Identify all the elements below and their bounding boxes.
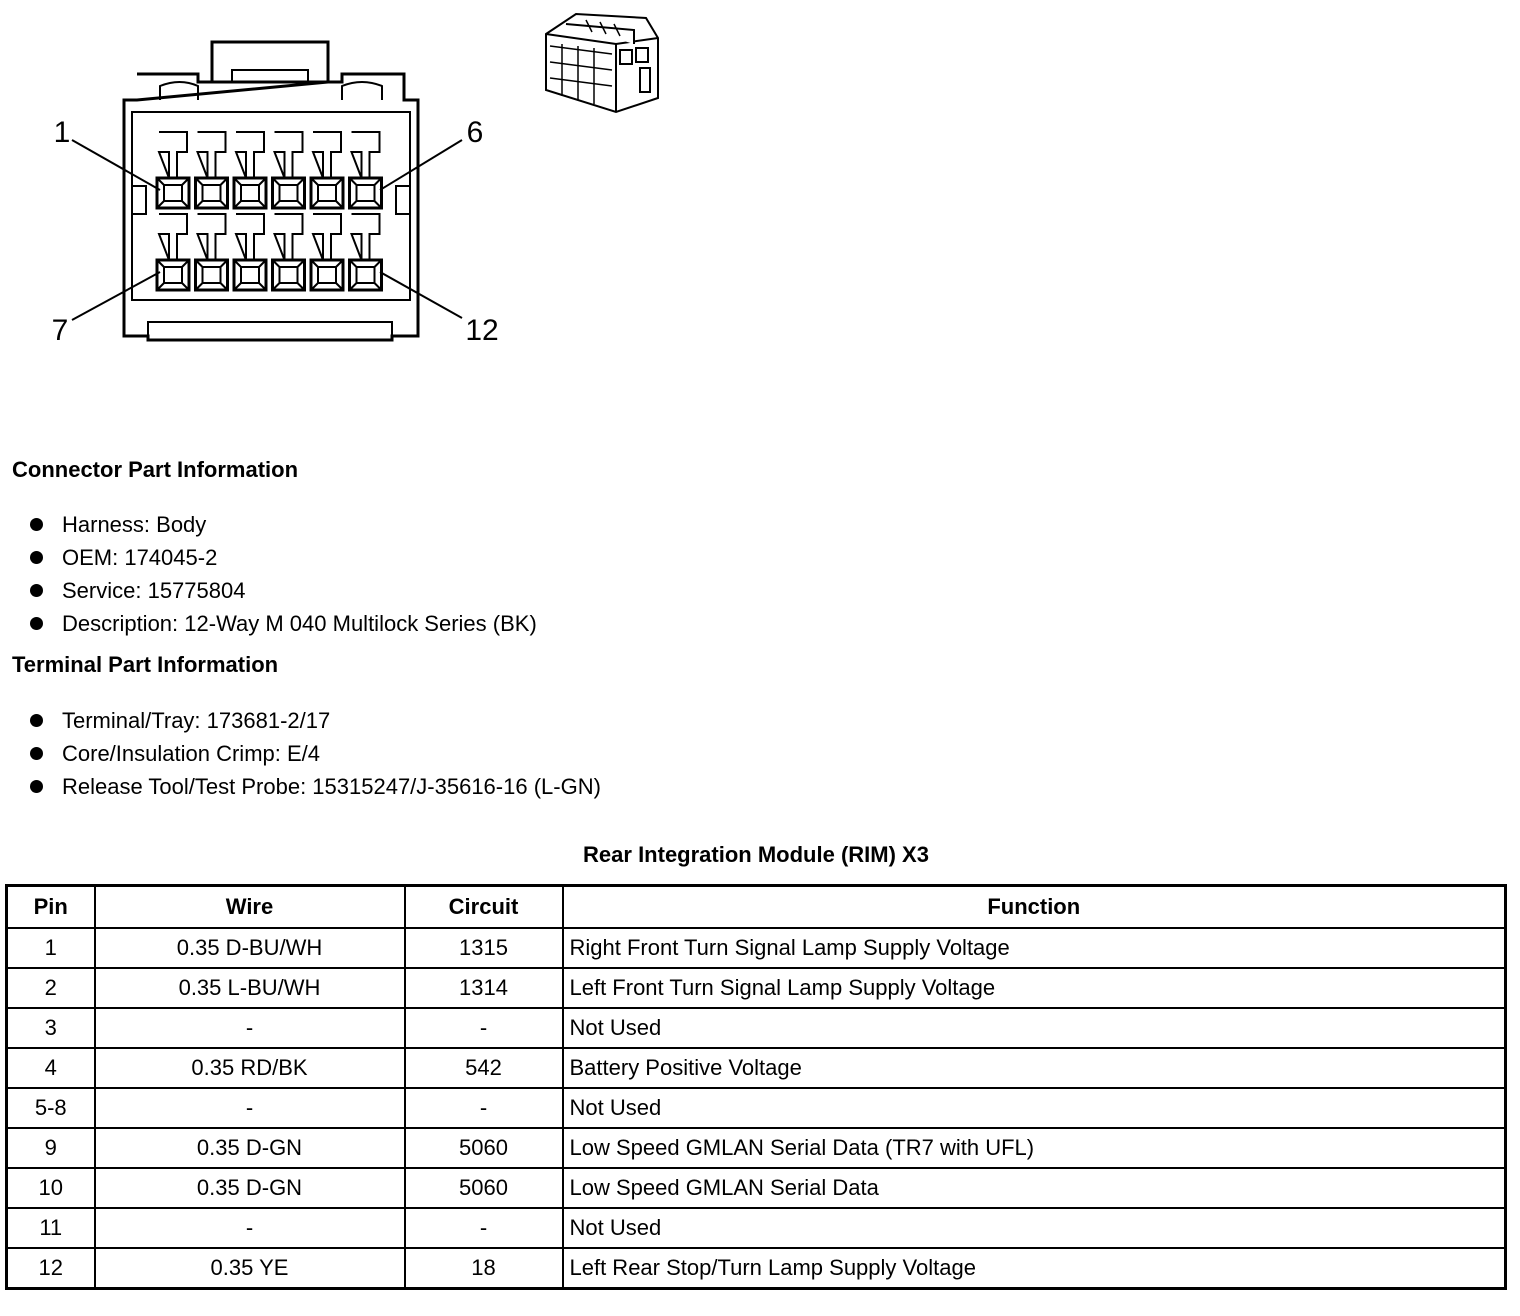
bullet-icon: [30, 518, 43, 531]
cell-function: Not Used: [563, 1208, 1506, 1248]
terminal-contact: [164, 267, 182, 283]
cell-function: Low Speed GMLAN Serial Data: [563, 1168, 1506, 1208]
pin-label-1: 1: [53, 116, 71, 149]
cell-function: Low Speed GMLAN Serial Data (TR7 with UFL): [563, 1128, 1506, 1168]
cell-wire: 0.35 D-BU/WH: [95, 928, 405, 968]
bullet-icon: [30, 747, 43, 760]
bullet-icon: [30, 584, 43, 597]
cell-pin: 5-8: [7, 1088, 95, 1128]
cavity-latch: [198, 132, 226, 178]
cavity-latch: [159, 132, 187, 178]
table-header-row: [7, 886, 1506, 929]
cell-circuit: 542: [405, 1048, 563, 1088]
cell-circuit: -: [405, 1208, 563, 1248]
connector-info-heading: Connector Part Information: [12, 457, 299, 482]
cell-circuit: 1315: [405, 928, 563, 968]
terminal-contact: [203, 185, 221, 201]
cavity-latch: [236, 214, 264, 260]
cell-wire: -: [95, 1088, 405, 1128]
cell-wire: 0.35 YE: [95, 1248, 405, 1289]
cell-pin: 1: [7, 928, 95, 968]
list-item: Harness: Body: [30, 508, 537, 541]
bullet-icon: [30, 780, 43, 793]
list-item: Release Tool/Test Probe: 15315247/J-35616-16 (L-GN): [30, 770, 601, 803]
cell-wire: 0.35 RD/BK: [95, 1048, 405, 1088]
list-item: Core/Insulation Crimp: E/4: [30, 737, 601, 770]
header-function: Function: [563, 886, 1506, 929]
cell-pin: 12: [7, 1248, 95, 1289]
cell-wire: 0.35 L-BU/WH: [95, 968, 405, 1008]
cell-pin: 9: [7, 1128, 95, 1168]
terminal-info-heading: Terminal Part Information: [12, 652, 279, 677]
table-row: [7, 1208, 1506, 1248]
table-row: [7, 1048, 1506, 1088]
cell-function: Left Rear Stop/Turn Lamp Supply Voltage: [563, 1248, 1506, 1289]
cell-pin: 3: [7, 1008, 95, 1048]
cell-pin: 4: [7, 1048, 95, 1088]
cell-function: Right Front Turn Signal Lamp Supply Voltage: [563, 928, 1506, 968]
bullet-icon: [30, 714, 43, 727]
pin-label-12: 12: [465, 314, 499, 347]
cell-circuit: 1314: [405, 968, 563, 1008]
cell-function: Not Used: [563, 1008, 1506, 1048]
connector-info-list: [30, 508, 537, 640]
table-row: [7, 968, 1506, 1008]
table-row: [7, 1088, 1506, 1128]
cell-wire: -: [95, 1008, 405, 1048]
terminal-contact: [357, 267, 375, 283]
header-wire: Wire: [95, 886, 405, 929]
cavity-latch: [313, 214, 341, 260]
cell-function: Not Used: [563, 1088, 1506, 1128]
cell-function: Battery Positive Voltage: [563, 1048, 1506, 1088]
list-item: Terminal/Tray: 173681-2/17: [30, 704, 601, 737]
bullet-icon: [30, 617, 43, 630]
terminal-contact: [241, 185, 259, 201]
cell-circuit: 5060: [405, 1128, 563, 1168]
cell-function: Left Front Turn Signal Lamp Supply Voltage: [563, 968, 1506, 1008]
pinout-table: [5, 884, 1507, 1290]
cavity-latch: [352, 214, 380, 260]
terminal-contact: [241, 267, 259, 283]
terminal-contact: [357, 185, 375, 201]
cell-pin: 2: [7, 968, 95, 1008]
cell-pin: 11: [7, 1208, 95, 1248]
pin-label-6: 6: [466, 116, 484, 149]
table-row: [7, 1168, 1506, 1208]
pin-label-7: 7: [51, 314, 69, 347]
bullet-icon: [30, 551, 43, 564]
cell-pin: 10: [7, 1168, 95, 1208]
cell-circuit: -: [405, 1008, 563, 1048]
table-row: [7, 1128, 1506, 1168]
terminal-contact: [318, 185, 336, 201]
list-item: Service: 15775804: [30, 574, 537, 607]
header-pin: Pin: [7, 886, 95, 929]
terminal-contact: [280, 267, 298, 283]
terminal-contact: [203, 267, 221, 283]
header-circuit: Circuit: [405, 886, 563, 929]
cell-circuit: 18: [405, 1248, 563, 1289]
terminal-contact: [318, 267, 336, 283]
cell-wire: 0.35 D-GN: [95, 1168, 405, 1208]
cell-wire: -: [95, 1208, 405, 1248]
list-item: Description: 12-Way M 040 Multilock Series (BK): [30, 607, 537, 640]
cell-circuit: 5060: [405, 1168, 563, 1208]
cell-circuit: -: [405, 1088, 563, 1128]
connector-face-diagram: [0, 0, 520, 360]
cavity-latch: [236, 132, 264, 178]
table-title: Rear Integration Module (RIM) X3: [583, 842, 929, 867]
cavity-latch: [313, 132, 341, 178]
terminal-contact: [164, 185, 182, 201]
table-row: [7, 928, 1506, 968]
list-item: OEM: 174045-2: [30, 541, 537, 574]
cavity-latch: [159, 214, 187, 260]
terminal-info-list: [30, 704, 601, 803]
cell-wire: 0.35 D-GN: [95, 1128, 405, 1168]
cavity-latch: [198, 214, 226, 260]
connector-isometric-icon: [536, 4, 666, 116]
table-row: [7, 1248, 1506, 1289]
cavity-latch: [275, 132, 303, 178]
terminal-contact: [280, 185, 298, 201]
table-row: [7, 1008, 1506, 1048]
cavity-latch: [275, 214, 303, 260]
cavity-latch: [352, 132, 380, 178]
